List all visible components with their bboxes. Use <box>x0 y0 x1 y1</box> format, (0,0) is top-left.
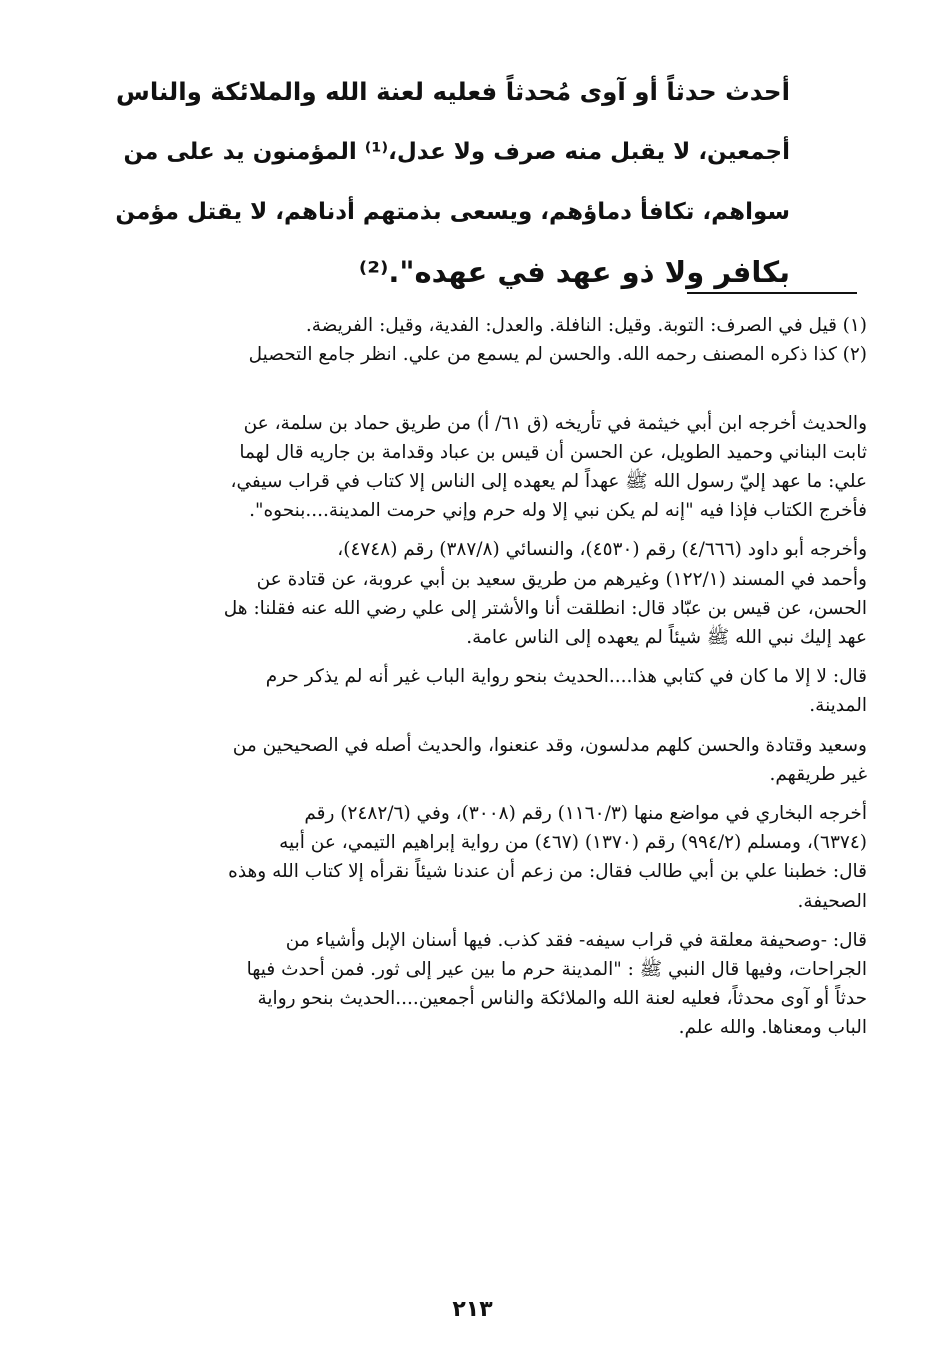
commentary-paragraph <box>77 731 867 789</box>
paragraph-line: قال: -وصحيفة معلقة في قراب سيفه- فقد كذب. فيها أسنان الإبل وأشياء من <box>285 929 867 951</box>
paragraph-line: قال: خطبنا علي بن أبي طالب فقال: من زعم أن عندنا شيئاً نقرأه إلا كتاب الله وهذه <box>228 861 867 883</box>
commentary-paragraph <box>77 535 867 652</box>
paragraph-line: غير طريقهم. <box>769 763 867 785</box>
paragraph-line: الباب ومعناها. والله علم. <box>678 1017 867 1039</box>
paragraph-line: وسعيد وقتادة والحسن كلهم مدلسون، وقد عنعنوا، والحديث أصله في الصحيحين من <box>232 734 867 756</box>
footnote-number: (١) <box>842 315 867 336</box>
page-number: ٢١٣ <box>452 1297 493 1322</box>
paragraph-line: وأخرجه أبو داود (٤/٦٦٦) رقم (٤٥٣٠)، والنسائي (٣٨٧/٨) رقم (٤٧٤٨)، <box>337 539 867 561</box>
paragraph-line: ثابت البناني وحميد الطويل، عن الحسن أن قيس بن عباد وقدامة بن جاريه قال لهما <box>239 441 867 463</box>
paragraph-line: حدثاً أو آوى محدثاً، فعليه لعنة الله والملائكة والناس أجمعين....الحديث بنحو رواية <box>257 988 867 1010</box>
paragraph-line: قال: لا إلا ما كان في كتابي هذا....الحديث بنحو رواية الباب غير أنه لم يذكر حرم <box>265 666 867 688</box>
paragraph-line: الصحيفة. <box>797 890 867 912</box>
commentary-paragraph <box>77 662 867 720</box>
footnote-text: كذا ذكره المصنف رحمه الله. والحسن لم يسمع من علي. انظر جامع التحصيل <box>248 344 837 366</box>
paragraph-line: الحسن، عن قيس بن عبّاد قال: انطلقت أنا والأشتر إلى علي رضي الله عنه فقلنا: هل <box>223 597 867 619</box>
hadith-main-text <box>115 62 790 302</box>
main-text-line: سواهم، تكافأ دماؤهم، ويسعى بذمتهم أدناهم، لا يقتل مؤمن <box>115 199 790 225</box>
paragraph-line: وأحمد في المسند (١٢٢/١) وغيرهم من طريق سعيد بن أبي عروبة، عن قتادة عن <box>256 568 867 590</box>
footnote-text-continuation <box>77 369 867 398</box>
footnote-2 <box>77 340 867 369</box>
paragraph-line: والحديث أخرجه ابن أبي خيثمة في تأريخه (ق ٦١/ أ) من طريق حماد بن سلمة، عن <box>243 412 867 434</box>
commentary-paragraph <box>77 926 867 1043</box>
footnote-1 <box>77 311 867 340</box>
main-text-line: أحدث حدثاً أو آوى مُحدثاً فعليه لعنة الله والملائكة والناس <box>116 77 790 106</box>
main-text-line: بكافر ولا ذو عهد في عهده".⁽²⁾ <box>358 255 790 289</box>
footnote-divider <box>687 292 857 294</box>
paragraph-line: فأخرج الكتاب فإذا فيه "إنه لم يكن نبي إلا وله حرم وإني حرمت المدينة....بنحوه". <box>249 500 867 522</box>
paragraph-line: أخرجه البخاري في مواضع منها (١١٦٠/٣) رقم (٣٠٠٨)، وفي (٢٤٨٢/٦) رقم <box>304 803 867 825</box>
paragraph-line: المدينة. <box>809 695 867 717</box>
paragraph-line: علي: ما عهد إليّ رسول الله ﷺ عهداً لم يعهده إلى الناس إلا كتاب في قراب سيفي، <box>230 471 867 493</box>
commentary-paragraph <box>77 409 867 526</box>
paragraph-line: الجراحات، وفيها قال النبي ﷺ : "المدينة حرم ما بين عير إلى ثور. فمن أحدث فيها <box>246 959 867 981</box>
commentary-paragraph <box>77 799 867 916</box>
main-text-line: أجمعين، لا يقبل منه صرف ولا عدل،⁽¹⁾ المؤمنون يد على من <box>123 139 790 165</box>
footnotes-section <box>77 311 867 1043</box>
footnote-text: قيل في الصرف: التوبة. وقيل: النافلة. والعدل: الفدية، وقيل: الفريضة. <box>305 315 837 336</box>
paragraph-line: عهد إليك نبي الله ﷺ شيئاً لم يعهده إلى الناس عامة. <box>466 627 867 649</box>
footnote-number: (٢) <box>842 344 867 366</box>
paragraph-line: (٦٣٧٤)، ومسلم (٩٩٤/٢) رقم (١٣٧٠) (٤٦٧) من رواية إبراهيم التيمي، عن أبيه <box>279 832 867 854</box>
